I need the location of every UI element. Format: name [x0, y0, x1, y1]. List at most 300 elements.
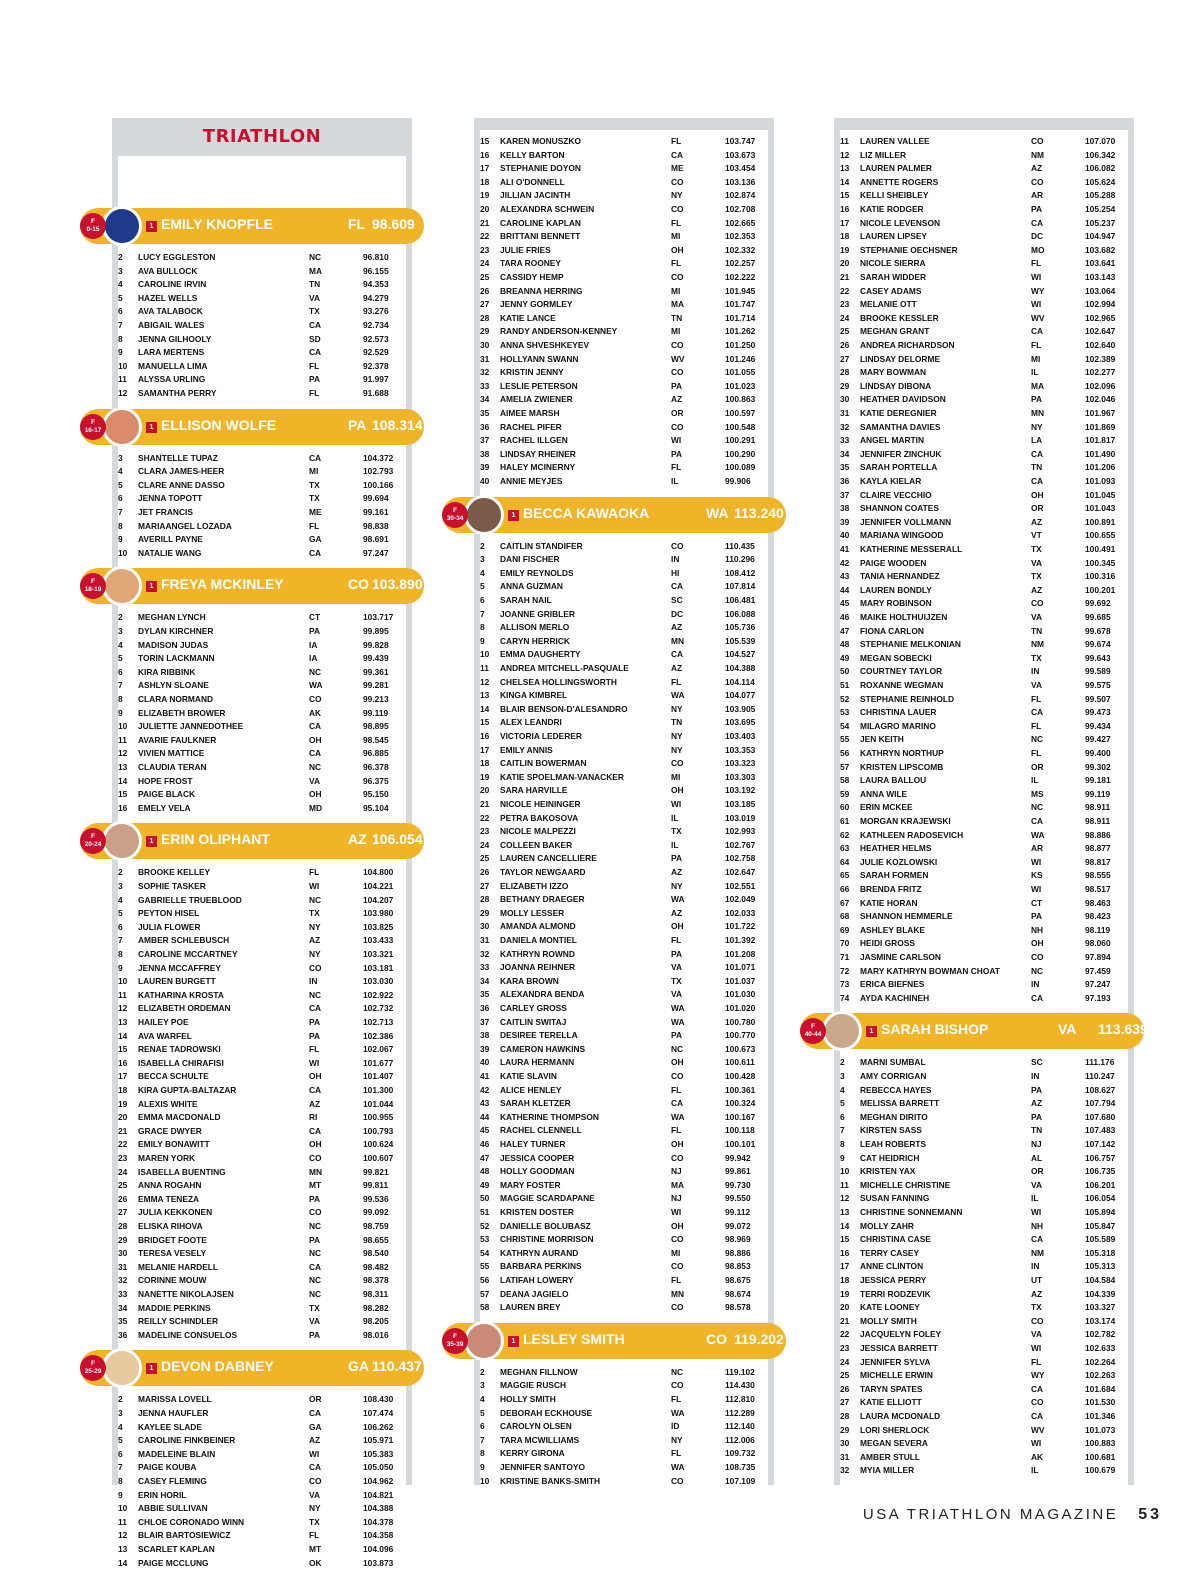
winner-rank: 1: [146, 581, 157, 592]
athlete-name: ABIGAIL WALES: [138, 320, 205, 330]
state: MN: [1031, 408, 1045, 418]
score: 102.222: [725, 272, 756, 282]
rank: 3: [480, 1380, 485, 1391]
state: MI: [671, 285, 681, 296]
rank: 21: [118, 1125, 128, 1136]
table-row: [480, 580, 770, 594]
score: 99.895: [363, 626, 389, 636]
table-row: [118, 533, 408, 547]
table-row: [840, 1192, 1130, 1206]
state: AZ: [671, 867, 683, 877]
table-row: [480, 1475, 770, 1489]
state: FL: [309, 360, 320, 371]
state: FL: [671, 1394, 682, 1404]
rank: 4: [118, 894, 123, 905]
table-row: [480, 812, 770, 826]
state: DC: [671, 608, 684, 619]
athlete-name: TERESA VESELY: [138, 1248, 207, 1259]
rank: 38: [840, 503, 850, 514]
score: 101.250: [725, 340, 756, 350]
score: 102.551: [725, 880, 756, 891]
score: 103.433: [363, 935, 394, 946]
athlete-name: BRITTANI BENNETT: [500, 231, 581, 242]
state: WI: [671, 1207, 682, 1217]
athlete-name: ERICA BIEFNES: [860, 979, 925, 990]
rank: 37: [840, 489, 850, 500]
score: 104.962: [363, 1476, 394, 1486]
table-row: [840, 298, 1130, 312]
score: 95.104: [363, 802, 389, 813]
state: AZ: [1031, 1288, 1043, 1299]
state: NC: [671, 1043, 684, 1054]
score: 103.980: [363, 908, 394, 919]
athlete-name: JENNA GILHOOLY: [138, 333, 212, 344]
state: TX: [1031, 544, 1042, 554]
state: CO: [1031, 176, 1044, 187]
athlete-name: TARA MCWILLIAMS: [500, 1434, 580, 1445]
table-row: [840, 774, 1130, 788]
rank: 30: [480, 921, 490, 932]
athlete-name: ANNA ROGAHN: [138, 1180, 202, 1191]
score: 100.679: [1085, 1465, 1116, 1476]
score: 104.221: [363, 881, 394, 891]
table-row: [840, 693, 1130, 707]
state: MI: [1031, 353, 1041, 364]
score: 102.264: [1085, 1356, 1116, 1367]
score: 99.439: [363, 653, 389, 664]
table-row: [840, 434, 1130, 448]
table-row: [840, 570, 1130, 584]
state: MI: [671, 1247, 681, 1258]
athlete-name: KAYLEE SLADE: [138, 1421, 202, 1432]
state: NY: [671, 190, 683, 201]
score: 98.911: [1085, 802, 1111, 813]
state: MA: [671, 299, 685, 310]
score: 99.119: [363, 707, 389, 718]
rank: 5: [118, 908, 123, 919]
rank: 43: [840, 571, 850, 582]
state: FL: [671, 136, 682, 146]
score: 104.821: [363, 1489, 394, 1500]
rank: 5: [480, 1407, 485, 1418]
rank: 45: [840, 598, 850, 609]
rank: 33: [840, 435, 850, 446]
score: 105.539: [725, 635, 756, 646]
table-row: [840, 1247, 1130, 1261]
athlete-name: NICOLE MALPEZZI: [500, 826, 576, 837]
table-row: [118, 1448, 408, 1462]
table-row: [118, 1057, 408, 1071]
table-row: [480, 1288, 770, 1302]
rank: 52: [480, 1220, 490, 1231]
athlete-name: VICTORIA LEDERER: [500, 731, 582, 741]
athlete-name: BLAIR BENSON-D'ALESANDRO: [500, 703, 628, 714]
rank: 71: [840, 952, 850, 962]
athlete-name: HAILEY POE: [138, 1017, 189, 1027]
rank: 41: [480, 1071, 490, 1081]
state: CO: [671, 204, 684, 214]
rank: 51: [480, 1207, 490, 1217]
athlete-name: MOLLY LESSER: [500, 907, 565, 918]
state: TN: [671, 312, 683, 323]
table-row: [118, 1247, 408, 1261]
table-row: [480, 1152, 770, 1166]
state: NM: [1031, 1247, 1045, 1258]
score: 101.714: [725, 312, 756, 323]
rank: 2: [480, 540, 485, 551]
score: 103.174: [1085, 1315, 1116, 1326]
score: 99.302: [1085, 761, 1111, 772]
table-row: [118, 666, 408, 680]
table-row: [118, 360, 408, 374]
athlete-name: KAYLA KIELAR: [860, 476, 922, 486]
score: 102.046: [1085, 394, 1116, 405]
state: FL: [671, 676, 682, 687]
state: MA: [671, 1179, 685, 1190]
table-row: [118, 611, 408, 625]
state: IL: [671, 812, 679, 823]
score: 92.573: [363, 333, 389, 344]
score: 104.207: [363, 894, 394, 905]
score: 102.965: [1085, 312, 1116, 323]
table-row: [480, 1447, 770, 1461]
table-row: [118, 1193, 408, 1207]
athlete-name: CLARA NORMAND: [138, 694, 214, 704]
table-row: [840, 257, 1130, 271]
table-row: [840, 856, 1130, 870]
athlete-name: SOPHIE TASKER: [138, 881, 206, 891]
table-row: [118, 921, 408, 935]
table-row: [480, 285, 770, 299]
athlete-name: MORGAN KRAJEWSKI: [860, 816, 951, 826]
table-row: [118, 1329, 408, 1343]
rank: 26: [480, 867, 490, 877]
rank: 12: [118, 1530, 128, 1541]
rank: 56: [480, 1275, 490, 1285]
rank: 2: [118, 252, 123, 262]
score: 98.423: [1085, 911, 1111, 922]
score: 100.201: [1085, 584, 1116, 595]
rank: 39: [480, 462, 490, 473]
table-row: [480, 1192, 770, 1206]
state: WA: [671, 894, 685, 905]
score: 99.507: [1085, 693, 1111, 704]
score: 103.303: [725, 771, 756, 782]
state: NY: [309, 921, 321, 932]
table-row: [840, 706, 1130, 720]
athlete-name: MELISSA BARRETT: [860, 1098, 940, 1109]
athlete-name: MARY ROBINSON: [860, 598, 932, 609]
score: 100.089: [725, 462, 756, 473]
score: 104.800: [363, 867, 394, 878]
athlete-name: ASHLYN SLOANE: [138, 680, 209, 691]
score: 107.474: [363, 1408, 394, 1418]
rank: 10: [118, 1503, 128, 1514]
athlete-name: SARAH FORMEN: [860, 870, 929, 881]
rank: 7: [840, 1125, 845, 1136]
state: AK: [1031, 1451, 1044, 1462]
athlete-name: ANNIE MEYJES: [500, 476, 563, 486]
athlete-name: KELLI SHEIBLEY: [860, 190, 929, 201]
rank: 27: [480, 880, 490, 891]
winner-photo: [102, 407, 142, 447]
rank: 49: [480, 1179, 490, 1190]
table-row: [480, 1206, 770, 1220]
rank: 37: [480, 435, 490, 446]
state: OH: [309, 734, 322, 745]
state: CA: [309, 452, 322, 463]
table-row: [480, 730, 770, 744]
table-row: [118, 639, 408, 653]
rank: 49: [840, 652, 850, 663]
athlete-name: JET FRANCIS: [138, 507, 193, 517]
table-row: [118, 693, 408, 707]
table-row: [118, 333, 408, 347]
rank: 2: [118, 1394, 123, 1405]
rank: 8: [480, 622, 485, 633]
state: PA: [309, 374, 321, 385]
state: TX: [309, 1516, 320, 1527]
table-row: [480, 1461, 770, 1475]
rank: 6: [118, 666, 123, 677]
state: VA: [1031, 1179, 1043, 1190]
athlete-name: JULIETTE JANNEDOTHEE: [138, 721, 244, 732]
athlete-name: LESLIE PETERSON: [500, 380, 578, 391]
score: 101.407: [363, 1071, 394, 1082]
winner-rank: 1: [146, 422, 157, 433]
table-row: [118, 1166, 408, 1180]
state: CA: [309, 1462, 322, 1473]
state: AZ: [1031, 516, 1043, 527]
state: OH: [1031, 489, 1044, 500]
rank: 20: [840, 258, 850, 269]
score: 103.673: [725, 149, 756, 160]
table-row: [840, 638, 1130, 652]
score: 100.681: [1085, 1451, 1116, 1462]
table-row: [118, 292, 408, 306]
rank: 25: [840, 1370, 850, 1381]
athlete-name: STEPHANIE DOYON: [500, 163, 581, 174]
athlete-name: KAREN MONUSZKO: [500, 136, 581, 146]
state: CO: [671, 421, 684, 432]
state: CO: [671, 1380, 684, 1391]
score: 101.346: [1085, 1411, 1116, 1421]
winner-state: VA: [1058, 1021, 1077, 1038]
rank: 25: [118, 1180, 128, 1191]
athlete-name: KRISTINE BANKS-SMITH: [500, 1475, 601, 1486]
athlete-name: DYLAN KIRCHNER: [138, 626, 214, 636]
score: 97.894: [1085, 952, 1111, 962]
athlete-name: SAMANTHA PERRY: [138, 388, 217, 398]
athlete-name: KIRA GUPTA-BALTAZAR: [138, 1085, 237, 1095]
table-row: [480, 798, 770, 812]
athlete-name: REBECCA HAYES: [860, 1084, 932, 1095]
table-row: [480, 461, 770, 475]
state: NC: [309, 989, 322, 1000]
rank: 24: [480, 258, 490, 269]
rank: 35: [480, 989, 490, 1000]
athlete-name: JENNA MCCAFFREY: [138, 962, 221, 973]
score: 103.403: [725, 731, 756, 741]
rank: 19: [480, 190, 490, 201]
score: 98.378: [363, 1275, 389, 1286]
score: 111.176: [1085, 1057, 1115, 1068]
rank: 30: [118, 1248, 128, 1259]
state: WI: [671, 799, 682, 809]
table-row: [118, 894, 408, 908]
state: PA: [671, 380, 683, 391]
score: 98.060: [1085, 938, 1111, 949]
athlete-name: MELANIE HARDELL: [138, 1261, 219, 1272]
table-row: [840, 869, 1130, 883]
score: 102.049: [725, 894, 756, 905]
athlete-name: JESSICA COOPER: [500, 1152, 575, 1163]
table-row: [118, 1043, 408, 1057]
score: 105.318: [1085, 1247, 1116, 1258]
state: IA: [309, 639, 318, 650]
athlete-name: AYDA KACHINEH: [860, 992, 930, 1003]
rank: 57: [480, 1288, 490, 1299]
score: 94.279: [363, 292, 389, 303]
table-row: [480, 176, 770, 190]
state: FL: [1031, 720, 1042, 731]
athlete-name: CORINNE MOUW: [138, 1275, 207, 1286]
score: 103.030: [363, 976, 394, 987]
score: 101.945: [725, 285, 756, 296]
table-row: [480, 553, 770, 567]
table-row: [480, 257, 770, 271]
table-row: [480, 1111, 770, 1125]
score: 109.732: [725, 1448, 756, 1459]
winner-photo: [102, 206, 142, 246]
rank: 9: [118, 534, 123, 545]
rank: 40: [480, 476, 490, 486]
table-row: [840, 842, 1130, 856]
table-row: [480, 393, 770, 407]
state: CA: [1031, 1383, 1044, 1394]
rank: 19: [118, 1098, 128, 1109]
athlete-name: JESSICA PERRY: [860, 1275, 927, 1285]
score: 106.342: [1085, 149, 1116, 160]
state: WA: [671, 1462, 685, 1472]
table-row: [118, 373, 408, 387]
state: CO: [309, 694, 322, 704]
rank: 40: [840, 530, 850, 541]
rank: 5: [118, 479, 123, 490]
state: CA: [1031, 1411, 1044, 1421]
table-row: [480, 339, 770, 353]
table-row: [480, 421, 770, 435]
score: 112.140: [725, 1421, 755, 1432]
state: PA: [1031, 204, 1043, 214]
table-row: [840, 135, 1130, 149]
athlete-name: KRISTIN JENNY: [500, 367, 564, 378]
rank: 3: [840, 1071, 845, 1081]
athlete-name: BREANNA HERRING: [500, 285, 583, 296]
athlete-name: COLLEEN BAKER: [500, 839, 573, 850]
rank: 14: [480, 703, 490, 714]
athlete-name: TERRY CASEY: [860, 1247, 920, 1258]
score: 100.345: [1085, 557, 1116, 568]
rank: 24: [840, 1356, 850, 1367]
score: 102.665: [725, 217, 756, 228]
score: 100.673: [725, 1043, 756, 1054]
rank: 11: [118, 1516, 127, 1527]
score: 101.093: [1085, 476, 1116, 486]
table-row: [480, 448, 770, 462]
score: 100.428: [725, 1071, 756, 1081]
score: 105.313: [1085, 1261, 1116, 1272]
athlete-name: CASSIDY HEMP: [500, 272, 564, 282]
rank: 6: [480, 1421, 485, 1432]
state: NC: [671, 1366, 684, 1377]
rank: 37: [480, 1016, 490, 1027]
winner-name: SARAH BISHOP: [881, 1021, 989, 1038]
state: ID: [671, 1421, 680, 1432]
state: TX: [309, 479, 320, 490]
state: WA: [671, 690, 685, 701]
rank: 10: [118, 976, 128, 987]
athlete-name: LINDSAY DIBONA: [860, 380, 932, 391]
state: WI: [1031, 884, 1042, 894]
score: 99.589: [1085, 666, 1111, 677]
state: CO: [1031, 136, 1044, 146]
score: 102.263: [1085, 1370, 1116, 1381]
score: 102.353: [725, 231, 756, 242]
rank: 68: [840, 911, 850, 922]
rank: 6: [840, 1111, 845, 1122]
score: 107.109: [725, 1475, 756, 1486]
score: 102.257: [725, 258, 756, 269]
state: NH: [1031, 1220, 1044, 1231]
rank: 72: [840, 965, 850, 976]
athlete-name: JENNIFER SANTOYO: [500, 1462, 586, 1472]
table-row: [118, 387, 408, 401]
athlete-name: CAROLINE KAPLAN: [500, 217, 581, 228]
table-row: [118, 1302, 408, 1316]
rank: 4: [118, 279, 123, 290]
state: NJ: [671, 1193, 682, 1204]
score: 99.821: [363, 1166, 389, 1177]
table-row: [840, 1356, 1130, 1370]
athlete-name: MADELINE CONSUELOS: [138, 1329, 238, 1340]
state: CA: [1031, 1234, 1044, 1245]
score: 119.102: [725, 1366, 755, 1377]
athlete-name: LAUREN BREY: [500, 1302, 561, 1313]
table-row: [118, 265, 408, 279]
rank: 16: [118, 1057, 128, 1068]
table-row: [480, 1179, 770, 1193]
athlete-name: KATE LOONEY: [860, 1302, 920, 1313]
score: 99.550: [725, 1193, 751, 1204]
state: NY: [309, 1503, 321, 1514]
age-group-badge: F 16-17: [80, 414, 106, 440]
table-row: [118, 1070, 408, 1084]
table-row: [118, 520, 408, 534]
rank: 13: [480, 690, 490, 701]
table-row: [480, 325, 770, 339]
athlete-name: MARY FOSTER: [500, 1179, 561, 1190]
athlete-name: MEGHAN DIRITO: [860, 1111, 928, 1122]
rank: 6: [118, 1448, 123, 1459]
athlete-name: AIMEE MARSH: [500, 408, 560, 418]
state: PA: [309, 1030, 321, 1041]
table-row: [840, 1369, 1130, 1383]
state: AZ: [671, 622, 683, 633]
table-row: [480, 1138, 770, 1152]
rank: 28: [118, 1221, 128, 1231]
athlete-name: BARBARA PERKINS: [500, 1261, 582, 1272]
